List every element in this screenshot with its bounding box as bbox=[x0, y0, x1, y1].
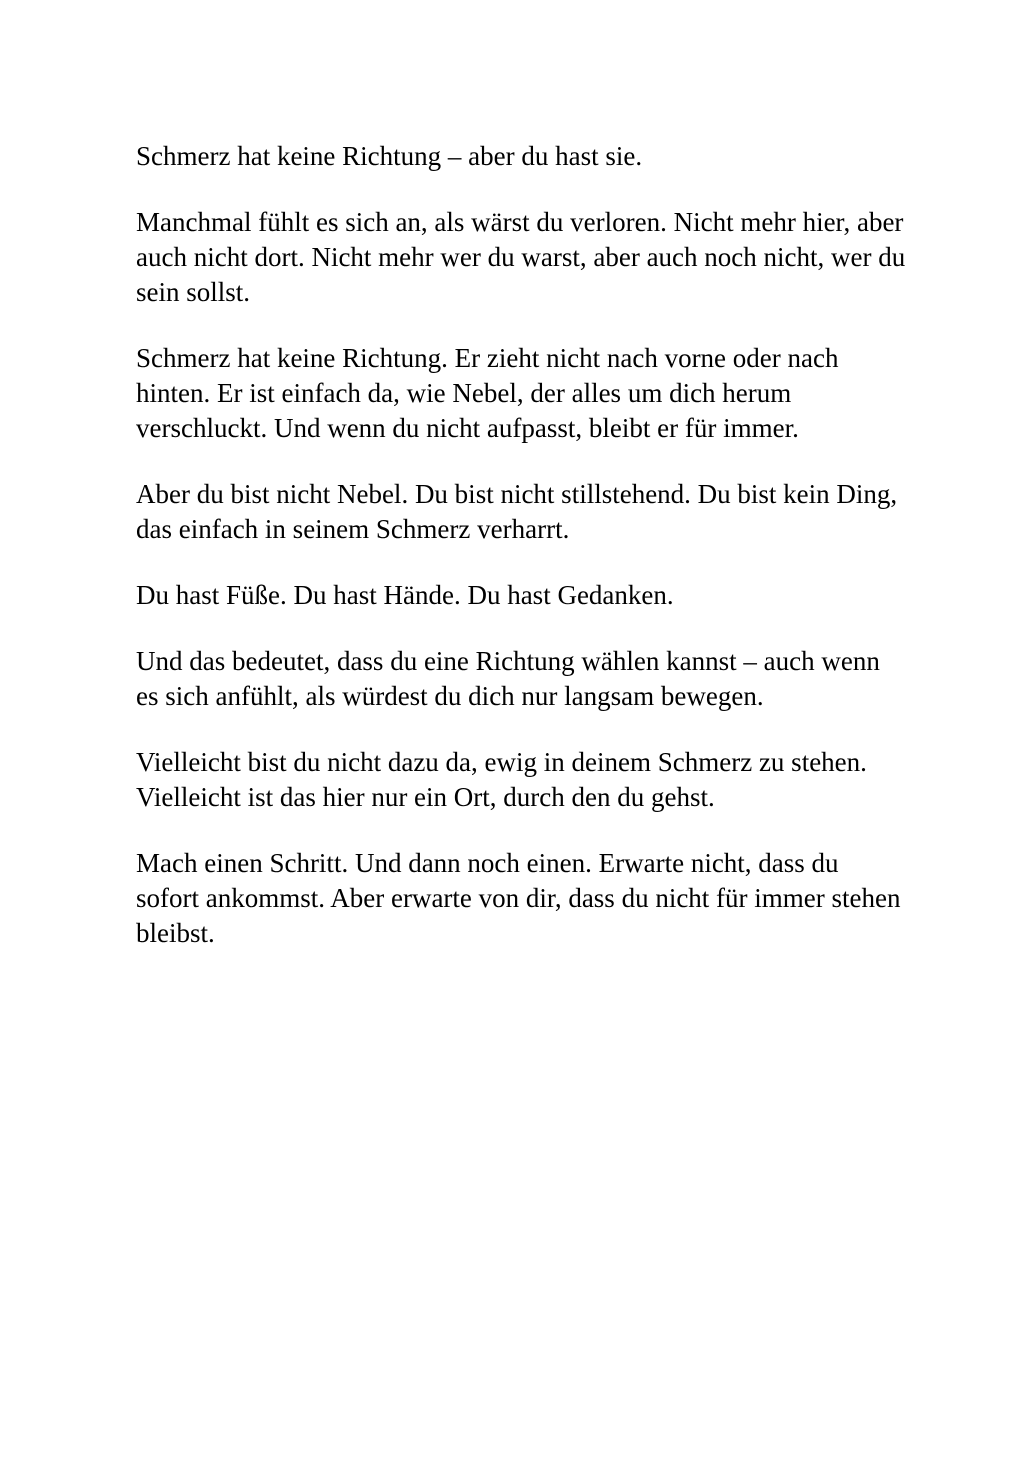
paragraph-1: Schmerz hat keine Richtung – aber du hast sie. bbox=[136, 141, 643, 171]
paragraph-4: Aber du bist nicht Nebel. Du bist nicht stillstehend. Du bist kein Ding, das einfach in seinem Schmerz verharrt. bbox=[136, 479, 898, 544]
paragraph-8: Mach einen Schritt. Und dann noch einen. Erwarte nicht, dass du sofort ankommst. Aber erwarte von dir, dass du nicht für immer stehen bleibst. bbox=[136, 848, 901, 948]
paragraph-5: Du hast Füße. Du hast Hände. Du hast Gedanken. bbox=[136, 580, 674, 610]
paragraph-2: Manchmal fühlt es sich an, als wärst du verloren. Nicht mehr hier, aber auch nicht dort. Nicht mehr wer du warst, aber auch noch nicht, wer du sein sollst. bbox=[136, 207, 906, 307]
document-body bbox=[136, 139, 906, 982]
paragraph-7: Vielleicht bist du nicht dazu da, ewig in deinem Schmerz zu stehen. Vielleicht ist das hier nur ein Ort, durch den du gehst. bbox=[136, 747, 867, 812]
paragraph-6: Und das bedeutet, dass du eine Richtung wählen kannst – auch wenn es sich anfühlt, als würdest du dich nur langsam bewegen. bbox=[136, 646, 880, 711]
paragraph-3: Schmerz hat keine Richtung. Er zieht nicht nach vorne oder nach hinten. Er ist einfach da, wie Nebel, der alles um dich herum verschluckt. Und wenn du nicht aufpasst, bleibt er für immer. bbox=[136, 343, 839, 443]
